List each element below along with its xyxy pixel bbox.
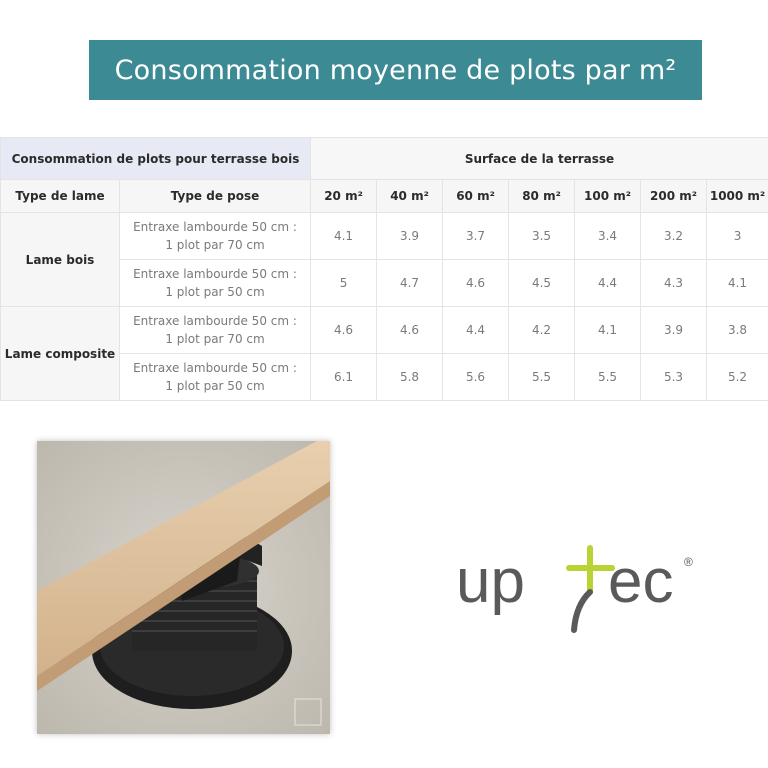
value-cell: 5.2	[707, 354, 768, 401]
value-cell: 3.8	[707, 307, 768, 354]
value-cell: 5	[311, 260, 377, 307]
pose-line: 1 plot par 50 cm	[165, 379, 265, 393]
lame-type-cell: Lame bois	[1, 213, 120, 307]
value-cell: 4.6	[443, 260, 509, 307]
pose-line: Entraxe lambourde 50 cm :	[133, 267, 297, 281]
col-header-type-pose: Type de pose	[120, 180, 311, 213]
pose-line: Entraxe lambourde 50 cm :	[133, 220, 297, 234]
table-header-left: Consommation de plots pour terrasse bois	[1, 138, 311, 180]
pose-line: 1 plot par 70 cm	[165, 238, 265, 252]
uptec-logo-mark	[456, 540, 706, 640]
col-header-type-lame: Type de lame	[1, 180, 120, 213]
value-cell: 3.7	[443, 213, 509, 260]
col-header-surface: 80 m²	[509, 180, 575, 213]
value-cell: 5.5	[575, 354, 641, 401]
value-cell: 3.5	[509, 213, 575, 260]
value-cell: 4.4	[443, 307, 509, 354]
uptec-logo	[456, 540, 706, 640]
value-cell: 4.3	[641, 260, 707, 307]
product-photo	[37, 441, 330, 734]
pose-type-cell	[120, 260, 311, 307]
registered-mark: ®	[684, 555, 693, 569]
col-header-surface: 40 m²	[377, 180, 443, 213]
value-cell: 5.3	[641, 354, 707, 401]
table-row	[1, 307, 768, 354]
pose-line: 1 plot par 70 cm	[165, 332, 265, 346]
pose-type-cell	[120, 307, 311, 354]
col-header-surface: 1000 m²	[707, 180, 768, 213]
value-cell: 4.6	[377, 307, 443, 354]
value-cell: 3.4	[575, 213, 641, 260]
table-header-surface: Surface de la terrasse	[311, 138, 768, 180]
value-cell: 4.7	[377, 260, 443, 307]
pose-type-cell	[120, 213, 311, 260]
pedestal-illustration	[37, 441, 330, 734]
value-cell: 4.2	[509, 307, 575, 354]
pose-type-cell	[120, 354, 311, 401]
pose-line: Entraxe lambourde 50 cm :	[133, 314, 297, 328]
pose-line: Entraxe lambourde 50 cm :	[133, 361, 297, 375]
logo-text-ec: ec	[608, 547, 674, 616]
col-header-surface: 20 m²	[311, 180, 377, 213]
value-cell: 5.5	[509, 354, 575, 401]
consumption-table	[0, 137, 768, 401]
value-cell: 4.5	[509, 260, 575, 307]
page-title: Consommation moyenne de plots par m²	[114, 54, 677, 86]
value-cell: 5.6	[443, 354, 509, 401]
col-header-surface: 60 m²	[443, 180, 509, 213]
value-cell: 3.9	[641, 307, 707, 354]
value-cell: 3.2	[641, 213, 707, 260]
pose-line: 1 plot par 50 cm	[165, 285, 265, 299]
value-cell: 4.1	[311, 213, 377, 260]
value-cell: 5.8	[377, 354, 443, 401]
table-row	[1, 213, 768, 260]
value-cell: 4.1	[707, 260, 768, 307]
col-header-surface: 200 m²	[641, 180, 707, 213]
value-cell: 4.6	[311, 307, 377, 354]
logo-text-up: up	[456, 547, 525, 616]
page-title-banner	[89, 40, 702, 100]
value-cell: 3.9	[377, 213, 443, 260]
value-cell: 4.1	[575, 307, 641, 354]
value-cell: 3	[707, 213, 768, 260]
lame-type-cell: Lame composite	[1, 307, 120, 401]
value-cell: 6.1	[311, 354, 377, 401]
col-header-surface: 100 m²	[575, 180, 641, 213]
value-cell: 4.4	[575, 260, 641, 307]
